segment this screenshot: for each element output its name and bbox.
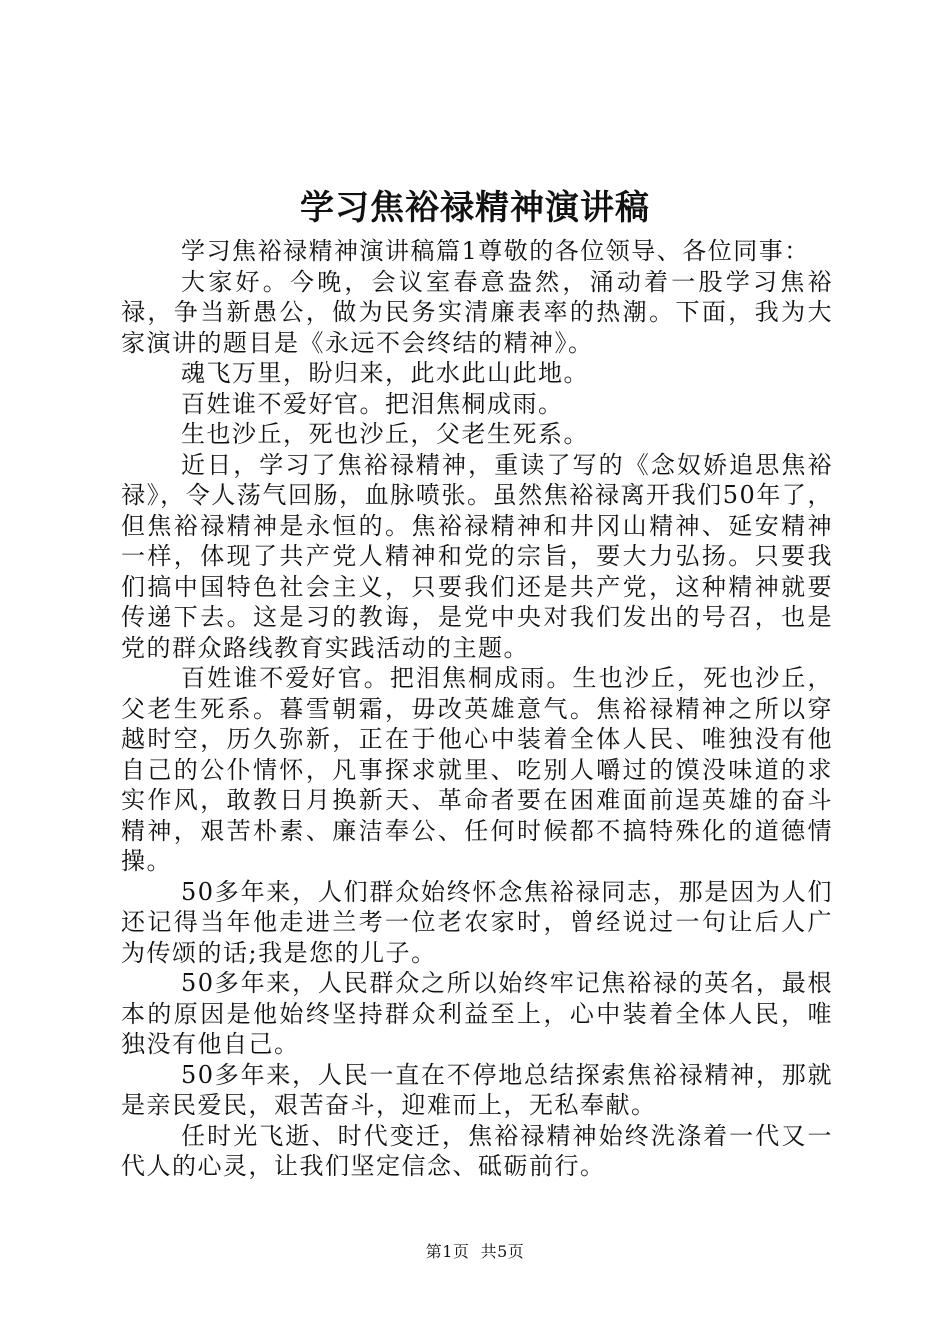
paragraph: 生也沙丘，死也沙丘，父老生死系。	[181, 420, 589, 448]
document-title: 学习焦裕禄精神演讲稿	[300, 188, 650, 228]
page-footer	[0, 1241, 950, 1263]
page-total: 共5页	[480, 1242, 525, 1261]
paragraph: 魂飞万里，盼归来，此水此山此地。	[181, 359, 589, 387]
document-body	[121, 236, 833, 1182]
paragraph: 百姓谁不爱好官。把泪焦桐成雨。生也沙丘，死也沙丘，父老生死系。暮雪朝霜，毋改英雄意气。焦裕禄精神之所以穿越时空，历久弥新，正在于他心中装着全体人民、唯独没有他自己的公仆情怀，凡事探求就里、吃别人嚼过的馍没味道的求实作风，敢教日月换新天、革命者要在困难面前逞英雄的奋斗精神，艰苦朴素、廉洁奉公、任何时候都不搞特殊化的道德情操。	[121, 664, 833, 875]
paragraph: 50多年来，人民群众之所以始终牢记焦裕禄的英名，最根本的原因是他始终坚持群众利益至上，心中装着全体人民，唯独没有他自己。	[121, 969, 833, 1058]
paragraph: 学习焦裕禄精神演讲稿篇1尊敬的各位领导、各位同事：	[181, 237, 810, 265]
page-number: 第1页	[425, 1242, 470, 1261]
paragraph: 近日，学习了焦裕禄精神，重读了写的《念奴娇追思焦裕禄》，令人荡气回肠，血脉喷张。虽然焦裕禄离开我们50年了，但焦裕禄精神是永恒的。焦裕禄精神和井冈山精神、延安精神一样，体现了共产党人精神和党的宗旨，要大力弘扬。只要我们搞中国特色社会主义，只要我们还是共产党，这种精神就要传递下去。这是习的教诲，是党中央对我们发出的号召，也是党的群众路线教育实践活动的主题。	[121, 450, 833, 662]
paragraph: 50多年来，人们群众始终怀念焦裕禄同志，那是因为人们还记得当年他走进兰考一位老农家时，曾经说过一句让后人广为传颂的话;我是您的儿子。	[121, 877, 833, 967]
paragraph: 大家好。今晚，会议室春意盎然，涌动着一股学习焦裕禄，争当新愚公，做为民务实清廉表率的热潮。下面，我为大家演讲的题目是《永远不会终结的精神》。	[121, 267, 833, 357]
paragraph: 50多年来，人民一直在不停地总结探索焦裕禄精神，那就是亲民爱民，艰苦奋斗，迎难而上，无私奉献。	[121, 1060, 833, 1119]
paragraph: 百姓谁不爱好官。把泪焦桐成雨。	[181, 389, 564, 418]
paragraph: 任时光飞逝、时代变迁，焦裕禄精神始终洗涤着一代又一代人的心灵，让我们坚定信念、砥砺前行。	[121, 1121, 833, 1180]
footer-separator	[469, 1242, 480, 1261]
